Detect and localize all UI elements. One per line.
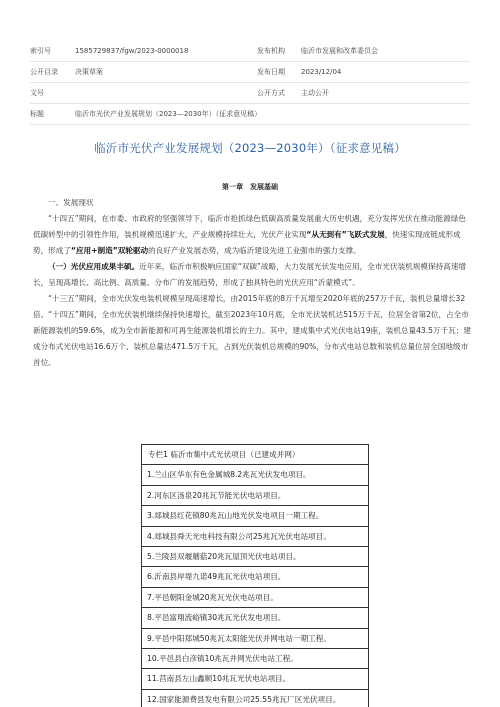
text-run: 的良好产业发展态势，成为临沂建设先进工业强市的强力支撑。 [148,246,361,255]
bold-run: （一）光伏应用成果丰硕。 [48,262,140,271]
document-body [33,195,473,371]
meta-label: 发布日期 [257,68,285,76]
meta-label: 索引号 [30,47,51,55]
list-item: 6.沂南县岸堤九诺49兆瓦光伏电站项目。 [142,567,368,587]
chapter-heading: 第一章 发展基础 [222,183,278,191]
meta-label: 发布机构 [257,47,285,55]
meta-row-title [30,104,470,124]
bold-run: “从无到有”飞跃式发展 [306,230,385,239]
list-item: 11.莒南县左山鑫顺10兆瓦光伏电站项目。 [142,669,368,689]
list-item: 2.河东区汤泉20兆瓦节能光伏电站项目。 [142,486,368,506]
bold-run: “应用+制造”双轮驱动 [70,246,149,255]
list-item: 7.平邑朝阳金城20兆瓦光伏电站项目。 [142,588,368,608]
list-item: 10.平邑县白彦镇10兆瓦并网光伏电站工程。 [142,649,368,669]
meta-row [30,41,470,61]
list-item: 12.国家能源费县发电有限公司25.55兆瓦厂区光伏项目。 [147,694,341,704]
meta-label: 标题 [30,110,44,118]
list-item: 5.兰陵县双堰蘑菇20兆瓦屋顶光伏电站项目。 [142,547,368,567]
box-title: 专栏1 临沂市集中式光伏项目（已建成并网） [142,445,368,465]
paragraph: “十三五”期间，全市光伏发电装机规模呈现高速增长，由2015年底的8万千瓦增至2020年底的257万千瓦，装机总量增长32倍。“十四五”期间，全市光伏装机继续保持快速增长，截至2023年10月底，全市光伏装机达515万千瓦，位居全省第2位，占全市新能源装机的59.6%，成为全市新能源和可再生能源装机增长的主力。其中，建成集中式光伏电站19座，装机总量43.5万千瓦；建成分布式光伏电站16.6万个、装机总量达471.5万千瓦，占到光伏装机总规模的90%，分布式电站总数和装机总量位居全国地级市首位。 [33,294,471,367]
meta-row [30,62,470,82]
paragraph [33,259,473,291]
section-heading: 一、发展现状 [48,198,94,207]
meta-label: 文号 [30,89,44,97]
project-column-box [141,444,369,707]
meta-row [30,83,470,103]
list-item: 1.兰山区华东有色金属城8.2兆瓦光伏发电项目。 [142,465,368,485]
paragraph [33,211,473,259]
list-item: 9.平邑中阳郑城50兆瓦太阳能光伏并网电站一期工程。 [142,629,368,649]
meta-label: 公开目录 [30,68,58,76]
meta-value: 2023/12/04 [301,68,342,76]
text-run: ，快速实现成链成形成势，形成了 [33,230,461,255]
meta-value: 主动公开 [301,89,329,97]
metadata-table [30,41,470,125]
list-item: 3.郯城县红花镇80兆瓦山地光伏发电项目一期工程。 [142,506,368,526]
text-run: 近年来，临沂市积极响应国家“双碳”战略，大力发展光伏发电应用，全市光伏装机规模保持高速增长，呈现高增长、高比例、高质量、分布广的发展趋势，形成了独具特色的光伏应用“沂蒙模式”。 [33,262,466,287]
text-run: “十四五”期间，在市委、市政府的坚强领导下，临沂市抢抓绿色低碳高质量发展重大历史机遇，充分发挥光伏在推动能源绿色低碳转型中的引领性作用，装机规模迅速扩大，产业规模持续壮大，光伏产业实现 [33,214,466,239]
meta-value: 决策草案 [75,68,103,76]
list-item: 4.郯城县舜天光电科技有限公司25兆瓦光伏电站项目。 [142,527,368,547]
divider [30,124,470,125]
meta-label: 公开方式 [257,89,285,97]
list-item: 8.平邑富翔流峪镇30兆瓦光伏发电项目。 [142,608,368,628]
meta-value: 临沂市光伏产业发展规划（2023—2030年）（征求意见稿） [75,110,262,118]
meta-value: 临沂市发展和改革委员会 [301,47,378,55]
document-title: 临沂市光伏产业发展规划（2023—2030年）（征求意见稿） [94,141,406,155]
meta-value: 1585729837/fgw/2023-0000018 [75,47,189,55]
